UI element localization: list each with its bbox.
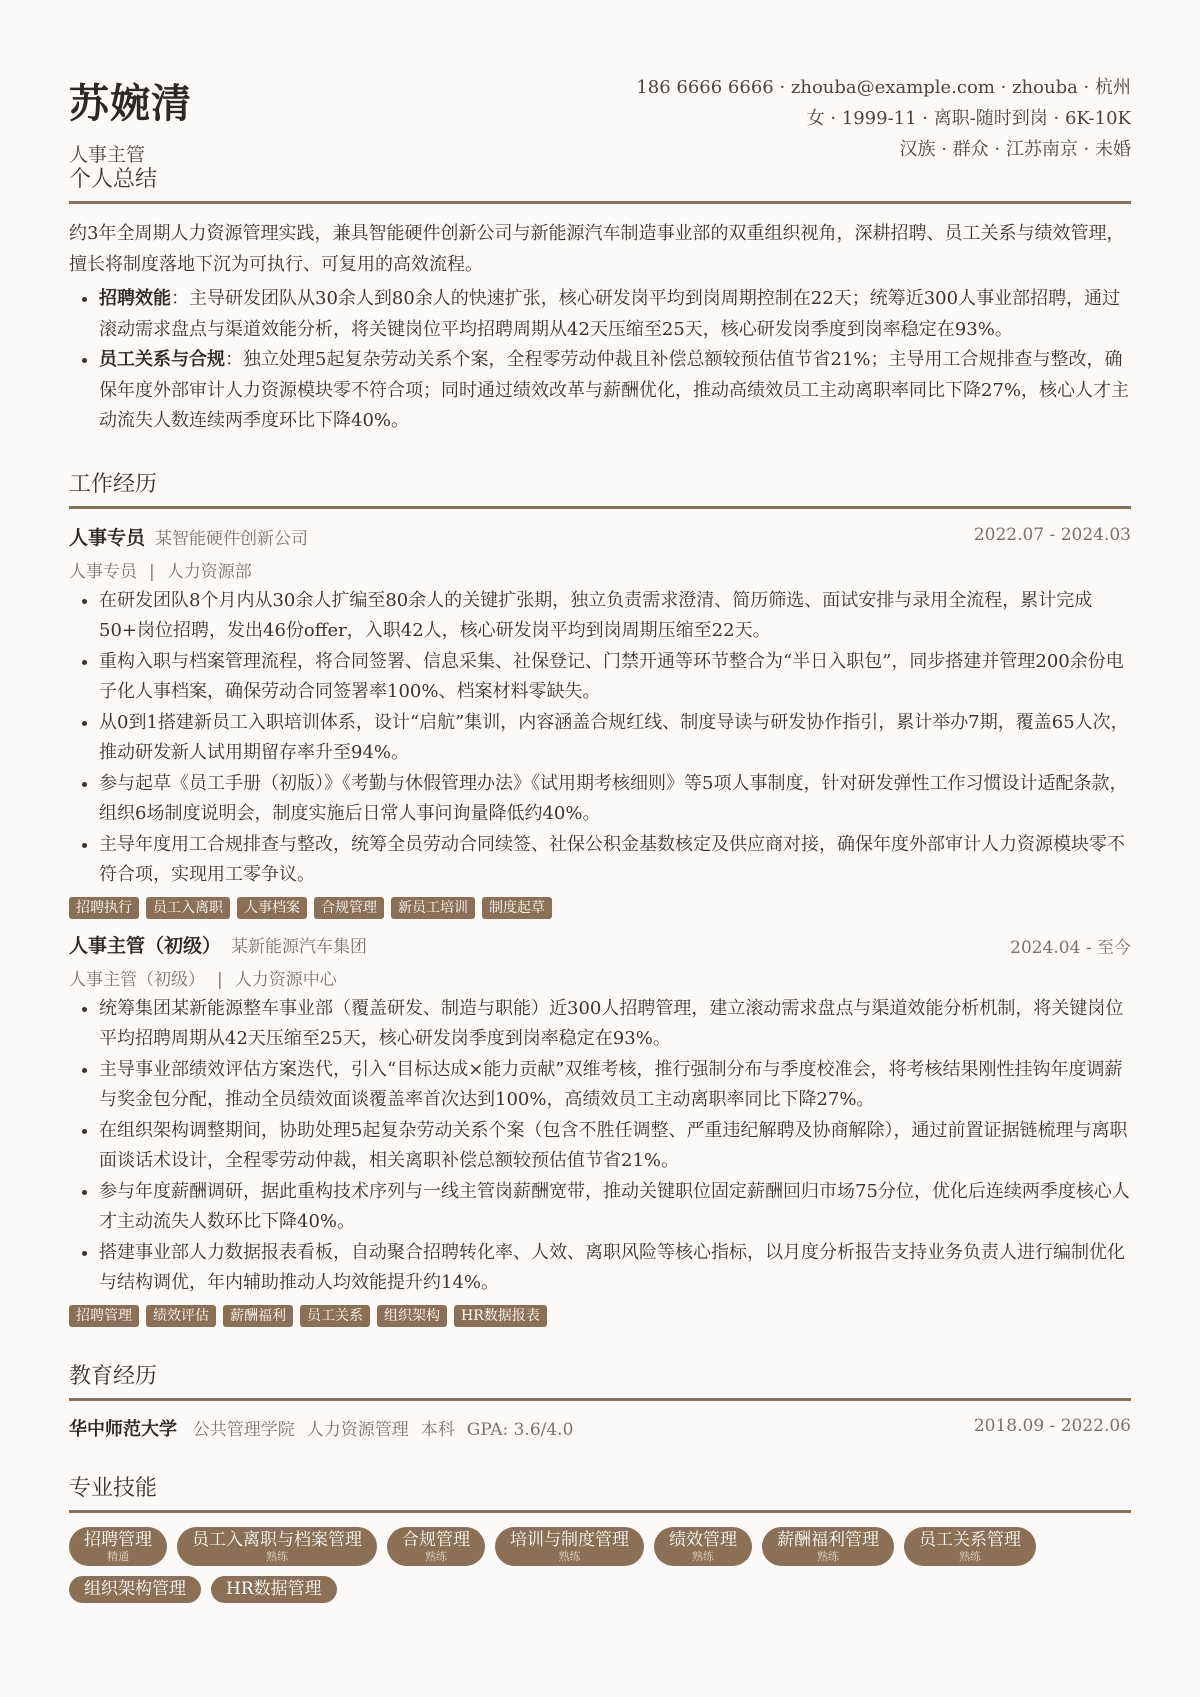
list-item: • 统筹集团某新能源整车事业部（覆盖研发、制造与职能）近300人招聘管理，建立滚动需求盘点与渠道效能分析机制，将关键岗位平均招聘周期从42天压缩至25天，核心研发岗季度到岗率稳定在93%。 bbox=[99, 994, 1131, 1055]
contact-line: 女 · 1999-11 · 离职-随时到岗 · 6K-10K bbox=[806, 108, 1131, 129]
skill-pill bbox=[495, 1527, 644, 1566]
major: 人力资源管理 bbox=[306, 1419, 409, 1440]
skill-name: 绩效管理 bbox=[669, 1529, 737, 1550]
job-department: 人力资源中心 bbox=[234, 969, 337, 990]
job-tags bbox=[69, 1305, 1131, 1327]
tag: HR数据报表 bbox=[454, 1305, 547, 1327]
college: 公共管理学院 bbox=[192, 1419, 295, 1440]
skill-level: 熟练 bbox=[425, 1549, 447, 1563]
skill-pill bbox=[654, 1527, 752, 1566]
job-title: 人事专员 bbox=[69, 526, 146, 549]
summary-intro: 约3年全周期人力资源管理实践，兼具智能硬件创新公司与新能源汽车制造事业部的双重组织视角，深耕招聘、员工关系与绩效管理，擅长将制度落地下沉为可执行、可复用的高效流程。 bbox=[69, 223, 1125, 275]
list-item: • 主导年度用工合规排查与整改，统筹全员劳动合同续签、社保公积金基数核定及供应商对接，确保年度外部审计人力资源模块零不符合项，实现用工零争议。 bbox=[99, 830, 1131, 891]
point-text: ：独立处理5起复杂劳动关系个案，全程零劳动仲裁且补偿总额较预估值节省21%；主导用工合规排查与整改，确保年度外部审计人力资源模块零不符合项；同时通过绩效改革与薪酬优化，推动高绩效员工主动离职率同比下降27%，核心人才主动流失人数连续两季度环比下降40%。 bbox=[99, 349, 1130, 431]
list-item: • 参与起草《员工手册（初版）》《考勤与休假管理办法》《试用期考核细则》等5项人事制度，针对研发弹性工作习惯设计适配条款，组织6场制度说明会，制度实施后日常人事问询量降低约40%。 bbox=[99, 769, 1131, 830]
tag: 员工关系 bbox=[300, 1305, 370, 1327]
list-item: • 主导事业部绩效评估方案迭代，引入“目标达成×能力贡献”双维考核，推行强制分布与季度校准会，将考核结果刚性挂钩年度调薪与奖金包分配，推动全员绩效面谈覆盖率首次达到100%，高绩效员工主动离职率同比下降27%。 bbox=[99, 1055, 1131, 1116]
skill-pill bbox=[69, 1527, 167, 1566]
job-date: 2024.04 - 至今 bbox=[1010, 937, 1131, 958]
point-label: 员工关系与合规 bbox=[99, 349, 225, 370]
education-meta bbox=[193, 1420, 586, 1440]
contact-line: 汉族 · 群众 · 江苏南京 · 未婚 bbox=[899, 139, 1131, 160]
skill-name: 组织架构管理 bbox=[84, 1578, 186, 1599]
job-company: 某智能硬件创新公司 bbox=[155, 528, 309, 549]
skill-level: 熟练 bbox=[959, 1549, 981, 1563]
job-department: 人力资源部 bbox=[166, 561, 252, 582]
point-label: 招聘效能 bbox=[99, 288, 171, 309]
tag: 员工入离职 bbox=[146, 897, 230, 919]
job-bullets bbox=[69, 586, 1131, 891]
education-entry bbox=[69, 1415, 1131, 1445]
job-entry bbox=[69, 523, 1131, 919]
skill-pill bbox=[177, 1527, 377, 1566]
job-company: 某新能源汽车集团 bbox=[231, 936, 368, 957]
list-item: • 参与年度薪酬调研，据此重构技术序列与一线主管岗薪酬宽带，推动关键职位固定薪酬回归市场75分位，优化后连续两季度核心人才主动流失人数环比下降40%。 bbox=[99, 1177, 1131, 1238]
skill-name: 员工关系管理 bbox=[919, 1529, 1021, 1550]
list-item: • 从0到1搭建新员工入职培训体系，设计“启航”集训，内容涵盖合规红线、制度导读与研发协作指引，累计举办7期，覆盖65人次，推动研发新人试用期留存率升至94%。 bbox=[99, 708, 1131, 769]
job-date: 2022.07 - 2024.03 bbox=[973, 524, 1131, 545]
skill-name: HR数据管理 bbox=[226, 1578, 322, 1599]
summary-section bbox=[69, 162, 1131, 437]
separator: | bbox=[217, 969, 223, 990]
job-tags bbox=[69, 897, 1131, 919]
skill-name: 员工入离职与档案管理 bbox=[192, 1529, 362, 1550]
skill-pill bbox=[762, 1527, 894, 1566]
tag: 组织架构 bbox=[377, 1305, 447, 1327]
job-header bbox=[69, 523, 1131, 555]
skill-level: 熟练 bbox=[558, 1549, 581, 1563]
summary-points bbox=[69, 284, 1131, 437]
tag: 薪酬福利 bbox=[223, 1305, 293, 1327]
skill-level: 精通 bbox=[107, 1549, 129, 1563]
job-entry bbox=[69, 931, 1131, 1327]
work-section bbox=[69, 467, 1131, 1327]
contact-info bbox=[636, 72, 1131, 165]
section-title: 教育经历 bbox=[69, 1359, 1131, 1401]
job-title: 人事主管（初级） bbox=[69, 934, 222, 957]
list-item: • 搭建事业部人力数据报表看板，自动聚合招聘转化率、人效、离职风险等核心指标，以月度分析报告支持业务负责人进行编制优化与结构调优，年内辅助推动人均效能提升约14%。 bbox=[99, 1238, 1131, 1299]
contact-line: 186 6666 6666 · zhouba@example.com · zhouba · 杭州 bbox=[636, 77, 1131, 98]
tag: 人事档案 bbox=[237, 897, 307, 919]
list-item: • 在组织架构调整期间，协助处理5起复杂劳动关系个案（包含不胜任调整、严重违纪解聘及协商解除），通过前置证据链梳理与离职面谈话术设计，全程零劳动仲裁，相关离职补偿总额较预估值节省21%。 bbox=[99, 1116, 1131, 1177]
tag: 制度起草 bbox=[482, 897, 552, 919]
job-subtitle bbox=[69, 965, 1131, 990]
skill-pill bbox=[387, 1527, 485, 1566]
section-title: 个人总结 bbox=[69, 162, 1131, 204]
education-section bbox=[69, 1359, 1131, 1445]
job-position: 人事专员 bbox=[69, 561, 137, 582]
point-text: ：主导研发团队从30余人到80余人的快速扩张，核心研发岗平均到岗周期控制在22天；统筹近300人事业部招聘，通过滚动需求盘点与渠道效能分析，将关键岗位平均招聘周期从42天压缩至25天，核心研发岗季度到岗率稳定在93%。 bbox=[99, 288, 1121, 340]
candidate-role: 人事主管 bbox=[69, 144, 146, 166]
candidate-name: 苏婉清 bbox=[69, 80, 192, 127]
skill-name: 培训与制度管理 bbox=[510, 1529, 629, 1550]
skill-pill bbox=[904, 1527, 1036, 1566]
skills-list bbox=[69, 1527, 1131, 1603]
list-item: • 在研发团队8个月内从30余人扩编至80余人的关键扩张期，独立负责需求澄清、简历筛选、面试安排与录用全流程，累计完成50+岗位招聘，发出46份offer，入职42人，核心研发岗平均到岗周期压缩至22天。 bbox=[99, 586, 1131, 647]
skill-pill bbox=[211, 1576, 337, 1603]
section-title: 工作经历 bbox=[69, 467, 1131, 509]
skill-name: 薪酬福利管理 bbox=[777, 1529, 879, 1550]
tag: 绩效评估 bbox=[146, 1305, 216, 1327]
tag: 招聘管理 bbox=[69, 1305, 139, 1327]
skill-level: 熟练 bbox=[692, 1549, 714, 1563]
skills-section bbox=[69, 1471, 1131, 1603]
job-header bbox=[69, 931, 1131, 963]
skill-pill bbox=[69, 1576, 201, 1603]
list-item bbox=[99, 284, 1131, 345]
skill-level: 熟练 bbox=[817, 1549, 839, 1563]
job-subtitle bbox=[69, 557, 1131, 582]
list-item bbox=[99, 345, 1131, 437]
tag: 招聘执行 bbox=[69, 897, 139, 919]
tag: 新员工培训 bbox=[391, 897, 475, 919]
skill-name: 合规管理 bbox=[402, 1529, 470, 1550]
tag: 合规管理 bbox=[314, 897, 384, 919]
section-title: 专业技能 bbox=[69, 1471, 1131, 1513]
skill-name: 招聘管理 bbox=[84, 1529, 152, 1550]
school-name: 华中师范大学 bbox=[69, 1418, 177, 1440]
gpa: GPA: 3.6/4.0 bbox=[466, 1419, 574, 1440]
resume-header bbox=[69, 72, 1131, 176]
job-bullets bbox=[69, 994, 1131, 1299]
degree: 本科 bbox=[420, 1419, 455, 1440]
skill-level: 熟练 bbox=[266, 1549, 288, 1563]
education-date: 2018.09 - 2022.06 bbox=[973, 1415, 1131, 1436]
job-position: 人事主管（初级） bbox=[69, 969, 205, 990]
list-item: • 重构入职与档案管理流程，将合同签署、信息采集、社保登记、门禁开通等环节整合为“半日入职包”，同步搭建并管理200余份电子化人事档案，确保劳动合同签署率100%、档案材料零缺失。 bbox=[99, 647, 1131, 708]
separator: | bbox=[149, 561, 155, 582]
